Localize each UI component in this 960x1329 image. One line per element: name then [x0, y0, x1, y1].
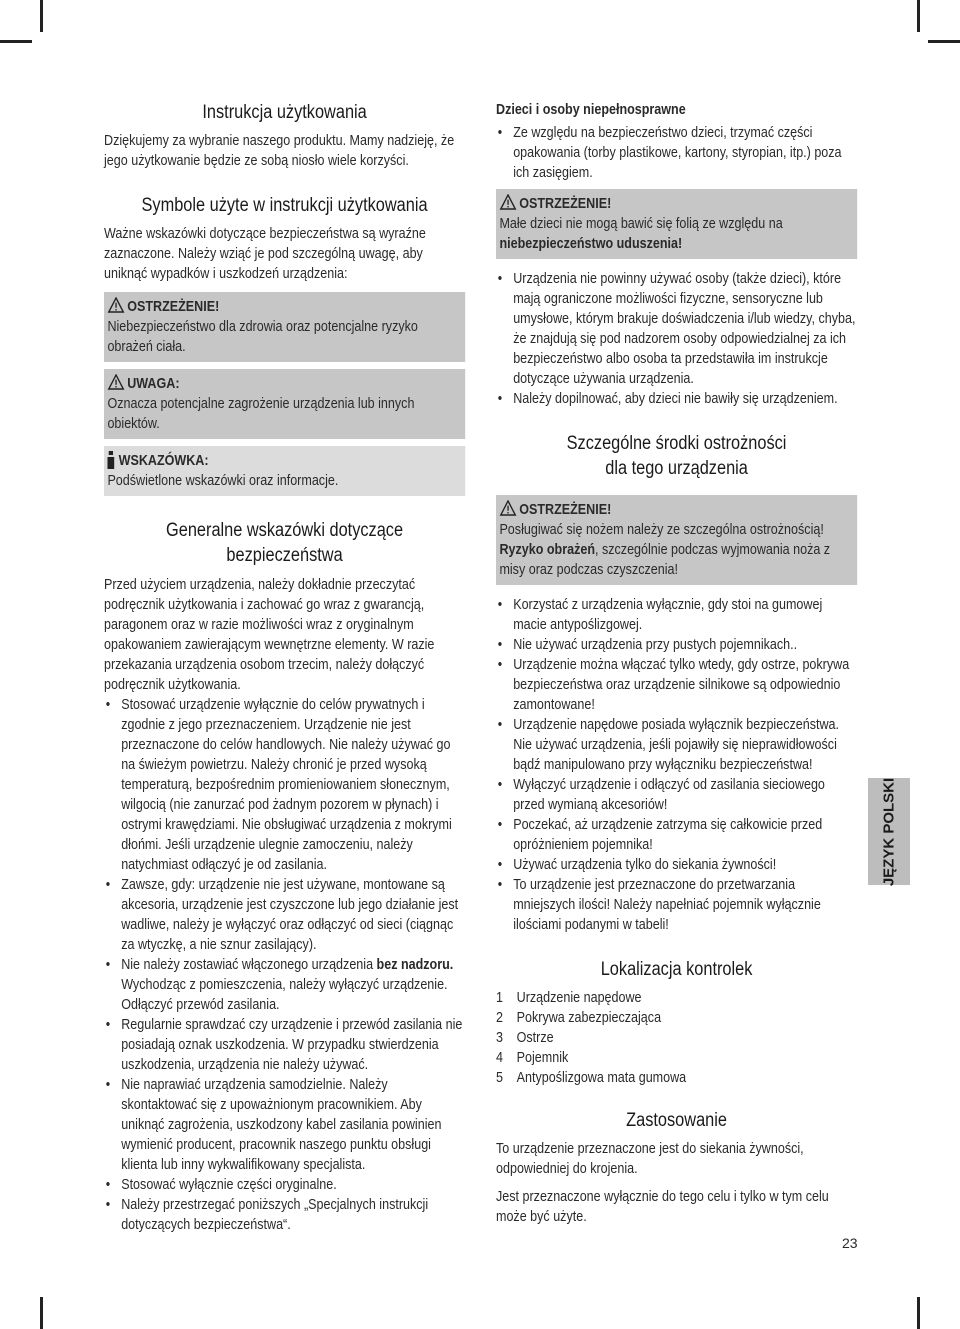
control-item: 2 Pokrywa zabezpieczająca: [496, 1010, 662, 1026]
control-item: 1 Urządzenie napędowe: [496, 990, 642, 1006]
list-item: • Regularnie sprawdzać czy urządzenie i przewód zasilania nie posiadają oznak uszkodzenia. W przypadku stwierdzenia uszkodzenia, urządzenia nie należy używać.: [104, 1015, 465, 1075]
list-item: • Urządzenia nie powinny używać osoby (także dzieci), które mają ograniczone możliwości fizyczne, sensoryczne lub umysłowe, którym brakuje doświadczenia i/lub wiedzy, chyba, że znajdują się pod nadzorem osoby odpowiedzialnej za ich bezpieczeństwo albo osoba ta przedstawiła im instrukcje dotyczące używania urządzenia.: [496, 269, 857, 389]
info-icon: [107, 451, 114, 469]
hint-title: WSKAZÓWKA:: [118, 453, 209, 469]
list-item: • Zawsze, gdy: urządzenie nie jest używane, montowane są akcesoria, urządzenie jest czyszczone lub jego działanie jest wadliwe, należy je wyłączyć oraz odłączyć od sieci (ciągnąc za wtyczkę, a nie sznur zasilający).: [104, 875, 465, 955]
usage-text-1: To urządzenie przeznaczone jest do siekania żywności, odpowiedniej do krojenia.: [496, 1141, 804, 1177]
caution-box: [104, 369, 465, 439]
crop-mark: [40, 1297, 43, 1329]
general-safety-list: [104, 695, 465, 1235]
hint-text: Podświetlone wskazówki oraz informacje.: [107, 473, 339, 489]
list-item: • Poczekać, aż urządzenie zatrzyma się całkowicie przed opróżnieniem pojemnika!: [496, 815, 857, 855]
symbols-heading: Symbole użyte w instrukcji użytkowania: [141, 195, 428, 216]
crop-mark: [928, 40, 960, 43]
warning-text: Małe dzieci nie mogą bawić się folią ze względu na niebezpieczeństwo uduszenia!: [499, 216, 783, 252]
hint-box: [104, 446, 465, 496]
list-item: • Wyłączyć urządzenie i odłączyć od zasilania sieciowego przed wymianą akcesoriów!: [496, 775, 857, 815]
list-item: • Nie naprawiać urządzenia samodzielnie. Należy skontaktować się z upoważnionym pracownikiem. Aby uniknąć zagrożenia, uszkodzony kabel zasilania powinien wymienić producent, pracownik naszego punktu obsługi klienta lub inny wykwalifikowany specjalista.: [104, 1075, 465, 1175]
special-safety-heading: Szczególne środki ostrożności dla tego urządzenia: [566, 433, 787, 479]
list-item: • Stosować urządzenie wyłącznie do celów prywatnych i zgodnie z jego przeznaczeniem. Urządzenie nie jest przeznaczone do celów handlowych. Nie należy używać go na świeżym powietrzu. Należy chronić je przed wysoką temperaturą, bezpośrednim promieniowaniem słonecznym, wilgocią (nie zanurzać pod żadnym pozorem w płynach) i ostrymi krawędziami. Nie obsługiwać urządzenia z mokrymi dłońmi. Jeśli urządzenie ulegnie zamoczeniu, należy natychmiast odłączyć je od zasilania.: [104, 695, 465, 875]
warning-triangle-icon: [107, 297, 124, 313]
list-item: • Należy dopilnować, aby dzieci nie bawiły się urządzeniem.: [496, 389, 857, 409]
warning-title: OSTRZEŻENIE!: [519, 196, 612, 212]
list-item: • Urządzenie można włączać tylko wtedy, gdy ostrze, pokrywa bezpieczeństwa oraz urządzenie silnikowe są odpowiednio zamontowane!: [496, 655, 857, 715]
control-item: 4 Pojemnik: [496, 1050, 569, 1066]
usage-heading: Zastosowanie: [626, 1110, 727, 1131]
symbols-intro: Ważne wskazówki dotyczące bezpieczeństwa są wyraźne zaznaczone. Należy wziąć je pod szczególną uwagę, aby uniknąć wypadków i uszkodzeń urządzenia:: [104, 226, 426, 282]
list-item: • Ze względu na bezpieczeństwo dzieci, trzymać części opakowania (torby plastikowe, kartony, styropian, itp.) poza ich zasięgiem.: [496, 123, 857, 183]
right-column: [496, 100, 858, 1227]
crop-mark: [0, 40, 32, 43]
warning-triangle-icon: [499, 500, 516, 516]
intro-text: Dziękujemy za wybranie naszego produktu. Mamy nadzieję, że jego użytkowanie będzie ze sobą niosło wiele korzyści.: [104, 133, 455, 169]
list-item: • To urządzenie jest przeznaczone do przetwarzania mniejszych ilości! Należy napełniać pojemnik wyłącznie ilościami podanymi w tabeli!: [496, 875, 857, 935]
children-heading: Dzieci i osoby niepełnosprawne: [496, 102, 686, 118]
page-number: 23: [842, 1235, 858, 1251]
controls-heading: Lokalizacja kontrolek: [600, 959, 753, 980]
general-safety-heading: Generalne wskazówki dotyczące bezpieczeństwa: [166, 520, 404, 566]
warning-title: OSTRZEŻENIE!: [127, 299, 220, 315]
children-warning-box: [496, 189, 857, 259]
list-item: • Korzystać z urządzenia wyłącznie, gdy stoi na gumowej macie antypoślizgowej.: [496, 595, 857, 635]
usage-text-2: Jest przeznaczone wyłącznie do tego celu i tylko w tym celu może być użyte.: [496, 1189, 829, 1225]
children-list-2: [496, 269, 857, 409]
general-intro: Przed użyciem urządzenia, należy dokładnie przeczytać podręcznik użytkowania i zachować go wraz z gwarancją, paragonem oraz w razie możliwości wraz z oryginalnym opakowaniem zawierającym wewnętrzne elementy. W razie przekazania urządzenia osobom trzecim, należy dołączyć podręcznik użytkowania.: [104, 577, 435, 693]
list-item: • Nie należy zostawiać włączonego urządzenia bez nadzoru. Wychodząc z pomieszczenia, należy wyłączyć urządzenie. Odłączyć przewód zasilania.: [104, 955, 465, 1015]
warning-triangle-icon: [499, 194, 516, 210]
warning-text: Posługiwać się nożem należy ze szczególna ostrożnością! Ryzyko obrażeń, szczególnie podczas wyjmowania noża z misy oraz podczas czyszczenia!: [499, 522, 831, 578]
warning-text: Niebezpieczeństwo dla zdrowia oraz potencjalne ryzyko obrażeń ciała.: [107, 319, 418, 355]
page-title: Instrukcja użytkowania: [202, 102, 367, 123]
crop-mark: [917, 1297, 920, 1329]
special-safety-list: [496, 595, 857, 935]
crop-mark: [917, 0, 920, 32]
warning-triangle-icon: [107, 374, 124, 390]
list-item: • Urządzenie napędowe posiada wyłącznik bezpieczeństwa. Nie używać urządzenia, jeśli pojawiły się nieprawidłowości bądź manipulowano przy wyłączniku bezpieczeństwa!: [496, 715, 857, 775]
list-item: • Należy przestrzegać poniższych „Specjalnych instrukcji dotyczących bezpieczeństwa“.: [104, 1195, 465, 1235]
crop-mark: [40, 0, 43, 32]
list-item: • Używać urządzenia tylko do siekania żywności!: [496, 855, 857, 875]
language-tab-label: JĘZYK POLSKI: [880, 777, 898, 886]
left-column: [104, 100, 466, 1235]
warning-box: [104, 292, 465, 362]
list-item: • Nie używać urządzenia przy pustych pojemnikach..: [496, 635, 857, 655]
controls-list: [496, 988, 857, 1088]
warning-title: OSTRZEŻENIE!: [519, 502, 612, 518]
language-tab: [868, 778, 910, 885]
control-item: 3 Ostrze: [496, 1030, 554, 1046]
caution-text: Oznacza potencjalne zagrożenie urządzenia lub innych obiektów.: [107, 396, 415, 432]
control-item: 5 Antypoślizgowa mata gumowa: [496, 1070, 687, 1086]
special-warning-box: [496, 495, 857, 585]
caution-title: UWAGA:: [127, 376, 180, 392]
list-item: • Stosować wyłącznie części oryginalne.: [104, 1175, 465, 1195]
children-list: [496, 123, 857, 183]
